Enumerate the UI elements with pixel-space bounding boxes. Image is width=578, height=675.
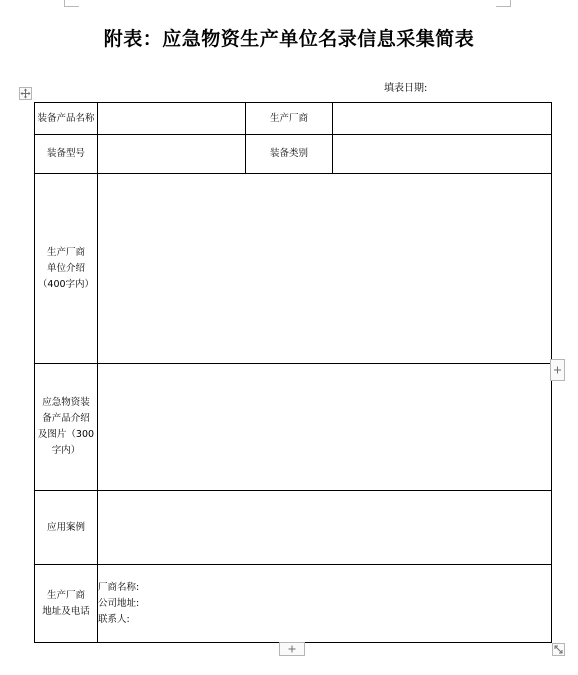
category-label: 装备类别 [269, 148, 308, 159]
product-name-label-cell [35, 103, 98, 135]
product-name-label: 装备产品名称 [37, 112, 95, 124]
model-label: 装备型号 [46, 148, 85, 159]
company-intro-label-line: 生产厂商 [46, 246, 85, 258]
fill-date-label: 填表日期: [384, 83, 428, 94]
address-phone-input-cell[interactable] [98, 565, 552, 643]
application-cases-input-cell[interactable] [98, 491, 552, 565]
plus-icon [280, 643, 304, 655]
table-resize-handle[interactable] [552, 643, 565, 656]
company-address-field-label: 公司地址: [98, 597, 140, 609]
table-row [35, 135, 552, 174]
address-phone-label-cell [35, 565, 98, 643]
category-input-cell[interactable] [333, 135, 552, 174]
page-corner-top-left [64, 0, 79, 7]
table-move-handle[interactable] [19, 87, 32, 100]
product-name-input-cell[interactable] [98, 103, 246, 135]
contact-person-field-label: 联系人: [98, 613, 130, 625]
application-cases-label: 应用案例 [46, 521, 85, 533]
manufacturer-input-cell[interactable] [333, 103, 552, 135]
info-collection-table [34, 102, 552, 643]
add-row-button[interactable] [279, 642, 305, 656]
product-intro-label-cell [35, 364, 98, 491]
table-row [35, 491, 552, 565]
table-row [35, 103, 552, 135]
model-input-cell[interactable] [98, 135, 246, 174]
plus-icon [551, 360, 564, 380]
product-intro-label-line: 应急物资装 [42, 397, 90, 408]
company-intro-input-cell[interactable] [98, 174, 552, 364]
manufacturer-label: 生产厂商 [269, 112, 308, 124]
table-row [35, 174, 552, 364]
manufacturer-label-cell [246, 103, 333, 135]
table-row [35, 364, 552, 491]
document-title: 附表：应急物资生产单位名录信息采集简表 [103, 28, 475, 50]
category-label-cell [246, 135, 333, 174]
table-row [35, 565, 552, 643]
company-intro-label-line: （400字内） [37, 278, 95, 290]
company-intro-label-line: 单位介绍 [46, 262, 85, 274]
model-label-cell [35, 135, 98, 174]
product-intro-label-line: 字内） [51, 445, 81, 456]
address-phone-label-line: 生产厂商 [46, 589, 85, 601]
add-column-button[interactable] [550, 359, 565, 381]
product-intro-label-line: 备产品介绍 [42, 413, 90, 424]
move-arrows-icon [20, 88, 31, 99]
product-intro-input-cell[interactable] [98, 364, 552, 491]
product-intro-label-line: 及图片（300 [37, 429, 95, 440]
page-corner-top-right [496, 0, 511, 7]
address-phone-label-line: 地址及电话 [42, 605, 90, 617]
resize-diagonal-icon [553, 644, 564, 655]
application-cases-label-cell [35, 491, 98, 565]
company-intro-label-cell [35, 174, 98, 364]
company-name-field-label: 厂商名称: [98, 581, 140, 593]
